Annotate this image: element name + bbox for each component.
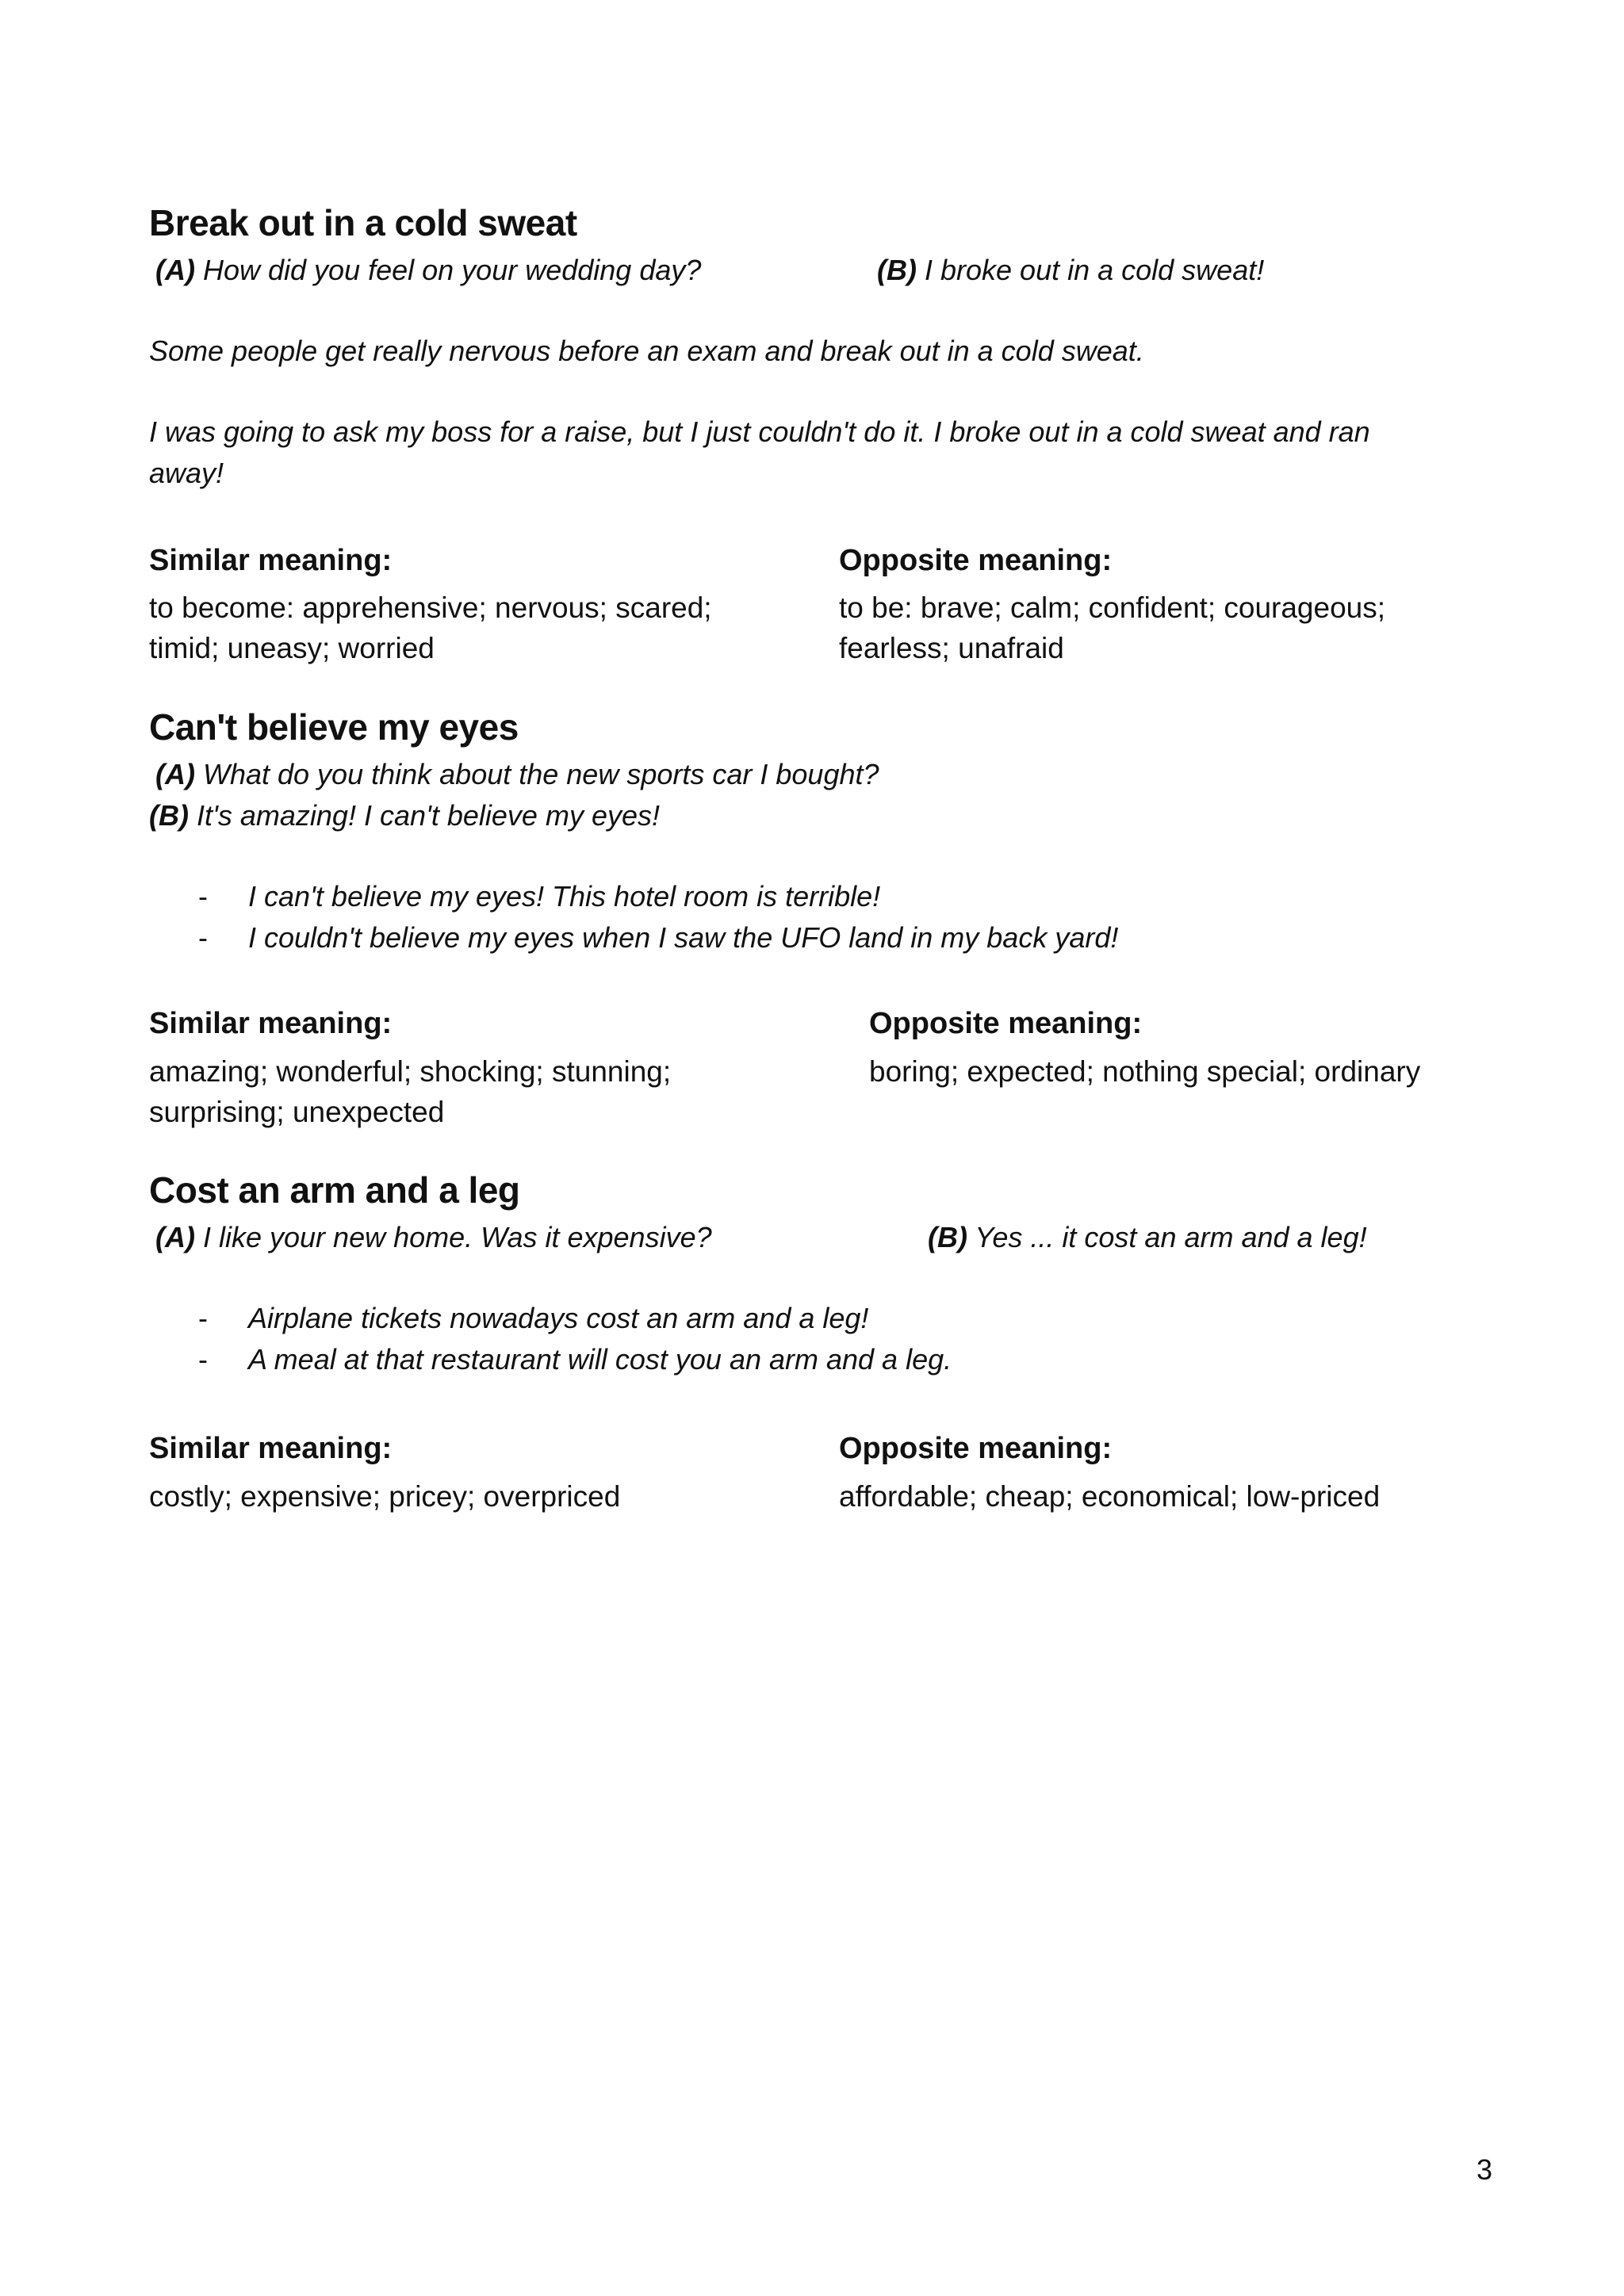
speaker-a-tag: (A) (155, 1221, 195, 1253)
bullet-dash: - (198, 1343, 208, 1376)
opposite-line: to be: brave; calm; confident; courageous; (839, 591, 1386, 624)
opposite-line: boring; expected; nothing special; ordinary (869, 1055, 1421, 1088)
speaker-b-text: Yes ... it cost an arm and a leg! (967, 1221, 1367, 1253)
bullet-dash: - (198, 1302, 208, 1334)
similar-line: timid; uneasy; worried (149, 632, 435, 664)
similar-line: costly; expensive; pricey; overpriced (149, 1480, 621, 1513)
section-title: Break out in a cold sweat (149, 202, 577, 243)
speaker-b-tag: (B) (877, 254, 917, 286)
page-number: 3 (1477, 2153, 1493, 2186)
similar-line: surprising; unexpected (149, 1096, 445, 1128)
dialogue-b (877, 254, 1264, 287)
speaker-b-tag: (B) (149, 799, 189, 832)
speaker-a-tag: (A) (155, 254, 195, 286)
opposite-line: fearless; unafraid (839, 632, 1064, 664)
similar-meaning-text (149, 587, 815, 668)
similar-meaning-label: Similar meaning: (149, 544, 393, 577)
similar-line: to become: apprehensive; nervous; scared; (149, 591, 712, 624)
bullet-dash: - (198, 880, 208, 913)
opposite-line: affordable; cheap; economical; low-priced (839, 1480, 1381, 1513)
speaker-b-tag: (B) (928, 1221, 967, 1253)
opposite-meaning-text (839, 1476, 1553, 1517)
speaker-b-text: I broke out in a cold sweat! (916, 254, 1265, 286)
example-sentence: I was going to ask my boss for a raise, but I just couldn't do it. I broke out in a cold sweat and ran (149, 415, 1370, 448)
section-title: Cost an arm and a leg (149, 1169, 520, 1211)
similar-line: amazing; wonderful; shocking; stunning; (149, 1055, 672, 1088)
similar-meaning-text (149, 1051, 847, 1132)
speaker-a-text: How did you feel on your wedding day? (194, 254, 702, 286)
bullet-dash: - (198, 921, 208, 954)
speaker-b-text: It's amazing! I can't believe my eyes! (188, 799, 660, 832)
similar-meaning-label: Similar meaning: (149, 1432, 393, 1465)
section-title: Can't believe my eyes (149, 706, 519, 748)
speaker-a-tag: (A) (155, 758, 195, 790)
dialogue-b (149, 799, 660, 832)
opposite-meaning-text (839, 587, 1553, 668)
speaker-a-text: What do you think about the new sports car I bought? (194, 758, 879, 790)
opposite-meaning-label: Opposite meaning: (839, 1432, 1113, 1465)
bullet-example: I couldn't believe my eyes when I saw the UFO land in my back yard! (248, 921, 1119, 954)
speaker-a-text: I like your new home. Was it expensive? (194, 1221, 712, 1253)
opposite-meaning-label: Opposite meaning: (869, 1007, 1143, 1040)
example-sentence: Some people get really nervous before an exam and break out in a cold sweat. (149, 335, 1144, 367)
dialogue-b (928, 1221, 1367, 1254)
dialogue-a (155, 1221, 712, 1254)
similar-meaning-text (149, 1476, 831, 1517)
example-sentence-continued: away! (149, 457, 224, 489)
bullet-example: I can't believe my eyes! This hotel room is terrible! (248, 880, 881, 913)
similar-meaning-label: Similar meaning: (149, 1007, 393, 1040)
dialogue-a (155, 254, 701, 287)
bullet-example: Airplane tickets nowadays cost an arm and a leg! (248, 1302, 869, 1334)
bullet-example: A meal at that restaurant will cost you an arm and a leg. (248, 1343, 952, 1376)
opposite-meaning-label: Opposite meaning: (839, 544, 1113, 577)
opposite-meaning-text (869, 1051, 1583, 1092)
dialogue-a (155, 758, 879, 791)
